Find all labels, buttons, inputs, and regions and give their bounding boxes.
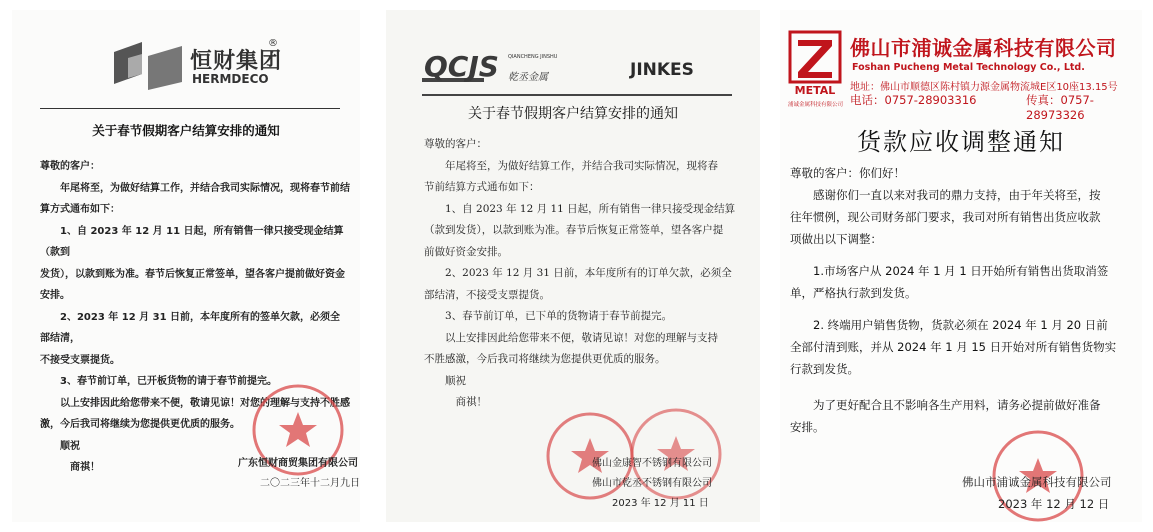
signature-company: 佛山市浦诚金属科技有限公司 [962,475,1112,489]
body-line: 1、自 2023 年 12 月 11 日起，所有销售一律只接受现金结算（款到 [40,225,344,258]
body-line [790,304,1138,314]
body-line: 部结清，不接受支票提货。 [424,288,550,301]
header-rule [422,94,732,96]
body-line: （款到发货），以款到账为准。春节后恢复正常签单，望各客户提 [424,224,724,236]
body-line: 2、2023 年 12 月 31 日前，本年度所有的签单欠款，必须全部结清， [40,311,341,344]
notice-document-jinkes [386,10,760,522]
document-body [790,162,1138,438]
body-line: 项做出以下调整： [790,232,882,246]
body-line: 前做好资金安排。 [424,245,508,258]
signature-company-1: 佛山金康智不锈钢有限公司 [592,458,712,469]
body-line: 节前结算方式通布如下： [424,181,540,193]
pucheng-logo-icon [788,30,842,100]
body-line: 以上安排因此给您带来不便，敬请见谅！对您的理解与支持不胜感 [40,397,350,409]
qiancheng-logo-icon [422,48,592,88]
document-title: 关于春节假期客户结算安排的通知 [468,106,678,122]
document-title: 关于春节假期客户结算安排的通知 [92,123,280,138]
logo-cn: 乾丞金属 [508,72,548,83]
body-line: 安排。 [40,290,70,301]
body-line: 激，今后我司将继续为您提供更优质的服务。 [40,419,240,430]
body-line: 年尾将至，为做好结算工作，并结合我司实际情况，现将春 [424,159,718,172]
body-line: 往年惯例，现公司财务部门要求，我司对所有销售出货应收款 [790,210,1101,224]
company-name: 佛山市浦诚金属科技有限公司 [850,36,1117,60]
body-line: 尊敬的客户：你们好！ [790,166,905,180]
registered-mark: ® [268,38,278,49]
body-line [790,250,1138,260]
svg-text:QCJS: QCJS [424,50,499,83]
body-line [790,380,1138,394]
letterhead [422,48,732,96]
letterhead [780,18,1142,122]
body-line: 商祺！ [40,462,100,473]
body-line: 1.市场客户从 2024 年 1 月 1 日开始所有销售出货取消签 [790,264,1109,278]
logo-pinyin: QIANCHENG JINSHU [508,54,558,60]
brand-name-cn: 恒财集团 [190,49,283,74]
jinkes-brand: JINKES [630,60,694,80]
company-fax: 传真：0757-28973326 [1026,93,1094,122]
body-line: 发货），以款到账为准。春节后恢复正常签单，望各客户提前做好资金 [40,268,345,280]
body-line: 2. 终端用户销售货物，货款必须在 2024 年 1 月 20 日前 [790,318,1108,332]
body-line: 不胜感激，今后我司将继续为您提供更优质的服务。 [424,353,666,365]
signature-company-2: 佛山市乾丞不锈钢有限公司 [592,478,712,489]
signature-date: 二〇二三年十二月九日 [260,478,360,489]
body-line: 3、春节前订单，已开板货物的请于春节前提完。 [40,376,277,387]
body-line: 感谢你们一直以来对我司的鼎力支持，由于年关将至，按 [790,188,1101,202]
signature-date: 2023 年 12 月 12 日 [998,497,1110,511]
body-line: 尊敬的客户： [40,161,100,172]
header-rule [40,108,340,109]
notice-document-hermdeco [12,10,360,522]
logo-metal-text: METAL [794,84,836,97]
document-body [424,134,744,414]
brand-name-en: HERMDECO [192,72,269,86]
body-line: 年尾将至，为做好结算工作，并结合我司实际情况，现将春节前结 [40,182,350,194]
body-line: 单，严格执行款到发货。 [790,286,917,300]
body-line: 为了更好配合且不影响各生产用料，请务必提前做好准备 [790,398,1101,412]
body-line: 以上安排因此给您带来不便，敬请见谅！对您的理解与支持 [424,331,718,344]
hermdeco-logo-mark-icon [108,38,188,94]
body-line: 商祺！ [424,396,487,408]
document-title: 货款应收调整通知 [857,128,1065,156]
logo-tag: 浦诚金属科技有限公司 [788,102,844,108]
body-line: 全部付清到账，并从 2024 年 1 月 15 日开始对所有销售货物实 [790,340,1117,354]
company-address: 地址：佛山市顺德区陈村镇力源金属物流城E区10座13.15号 [850,82,1118,93]
signature-date: 2023 年 12 月 11 日 [612,498,709,509]
body-line: 顺祝 [424,374,466,387]
body-line: 算方式通布如下： [40,204,120,215]
company-name-en: Foshan Pucheng Metal Technology Co., Ltd. [852,62,1085,73]
body-line: 3、春节前订单，已下单的货物请于春节前提完。 [424,310,673,322]
body-line: 安排。 [790,420,825,434]
company-phone: 电话：0757-28903316 [850,93,977,107]
body-line: 行款到发货。 [790,362,859,376]
body-line: 1、自 2023 年 12 月 11 日起，所有销售一律只接受现金结算 [424,202,736,215]
hermdeco-logo [108,38,288,98]
body-line: 不接受支票提货。 [40,354,120,366]
notice-document-pucheng [780,10,1142,522]
signature-company: 广东恒财商贸集团有限公司 [238,458,358,469]
body-line: 顺祝 [40,440,80,452]
body-line: 2、2023 年 12 月 31 日前，本年度所有的订单欠款，必须全 [424,267,732,279]
body-line: 尊敬的客户： [424,138,487,150]
